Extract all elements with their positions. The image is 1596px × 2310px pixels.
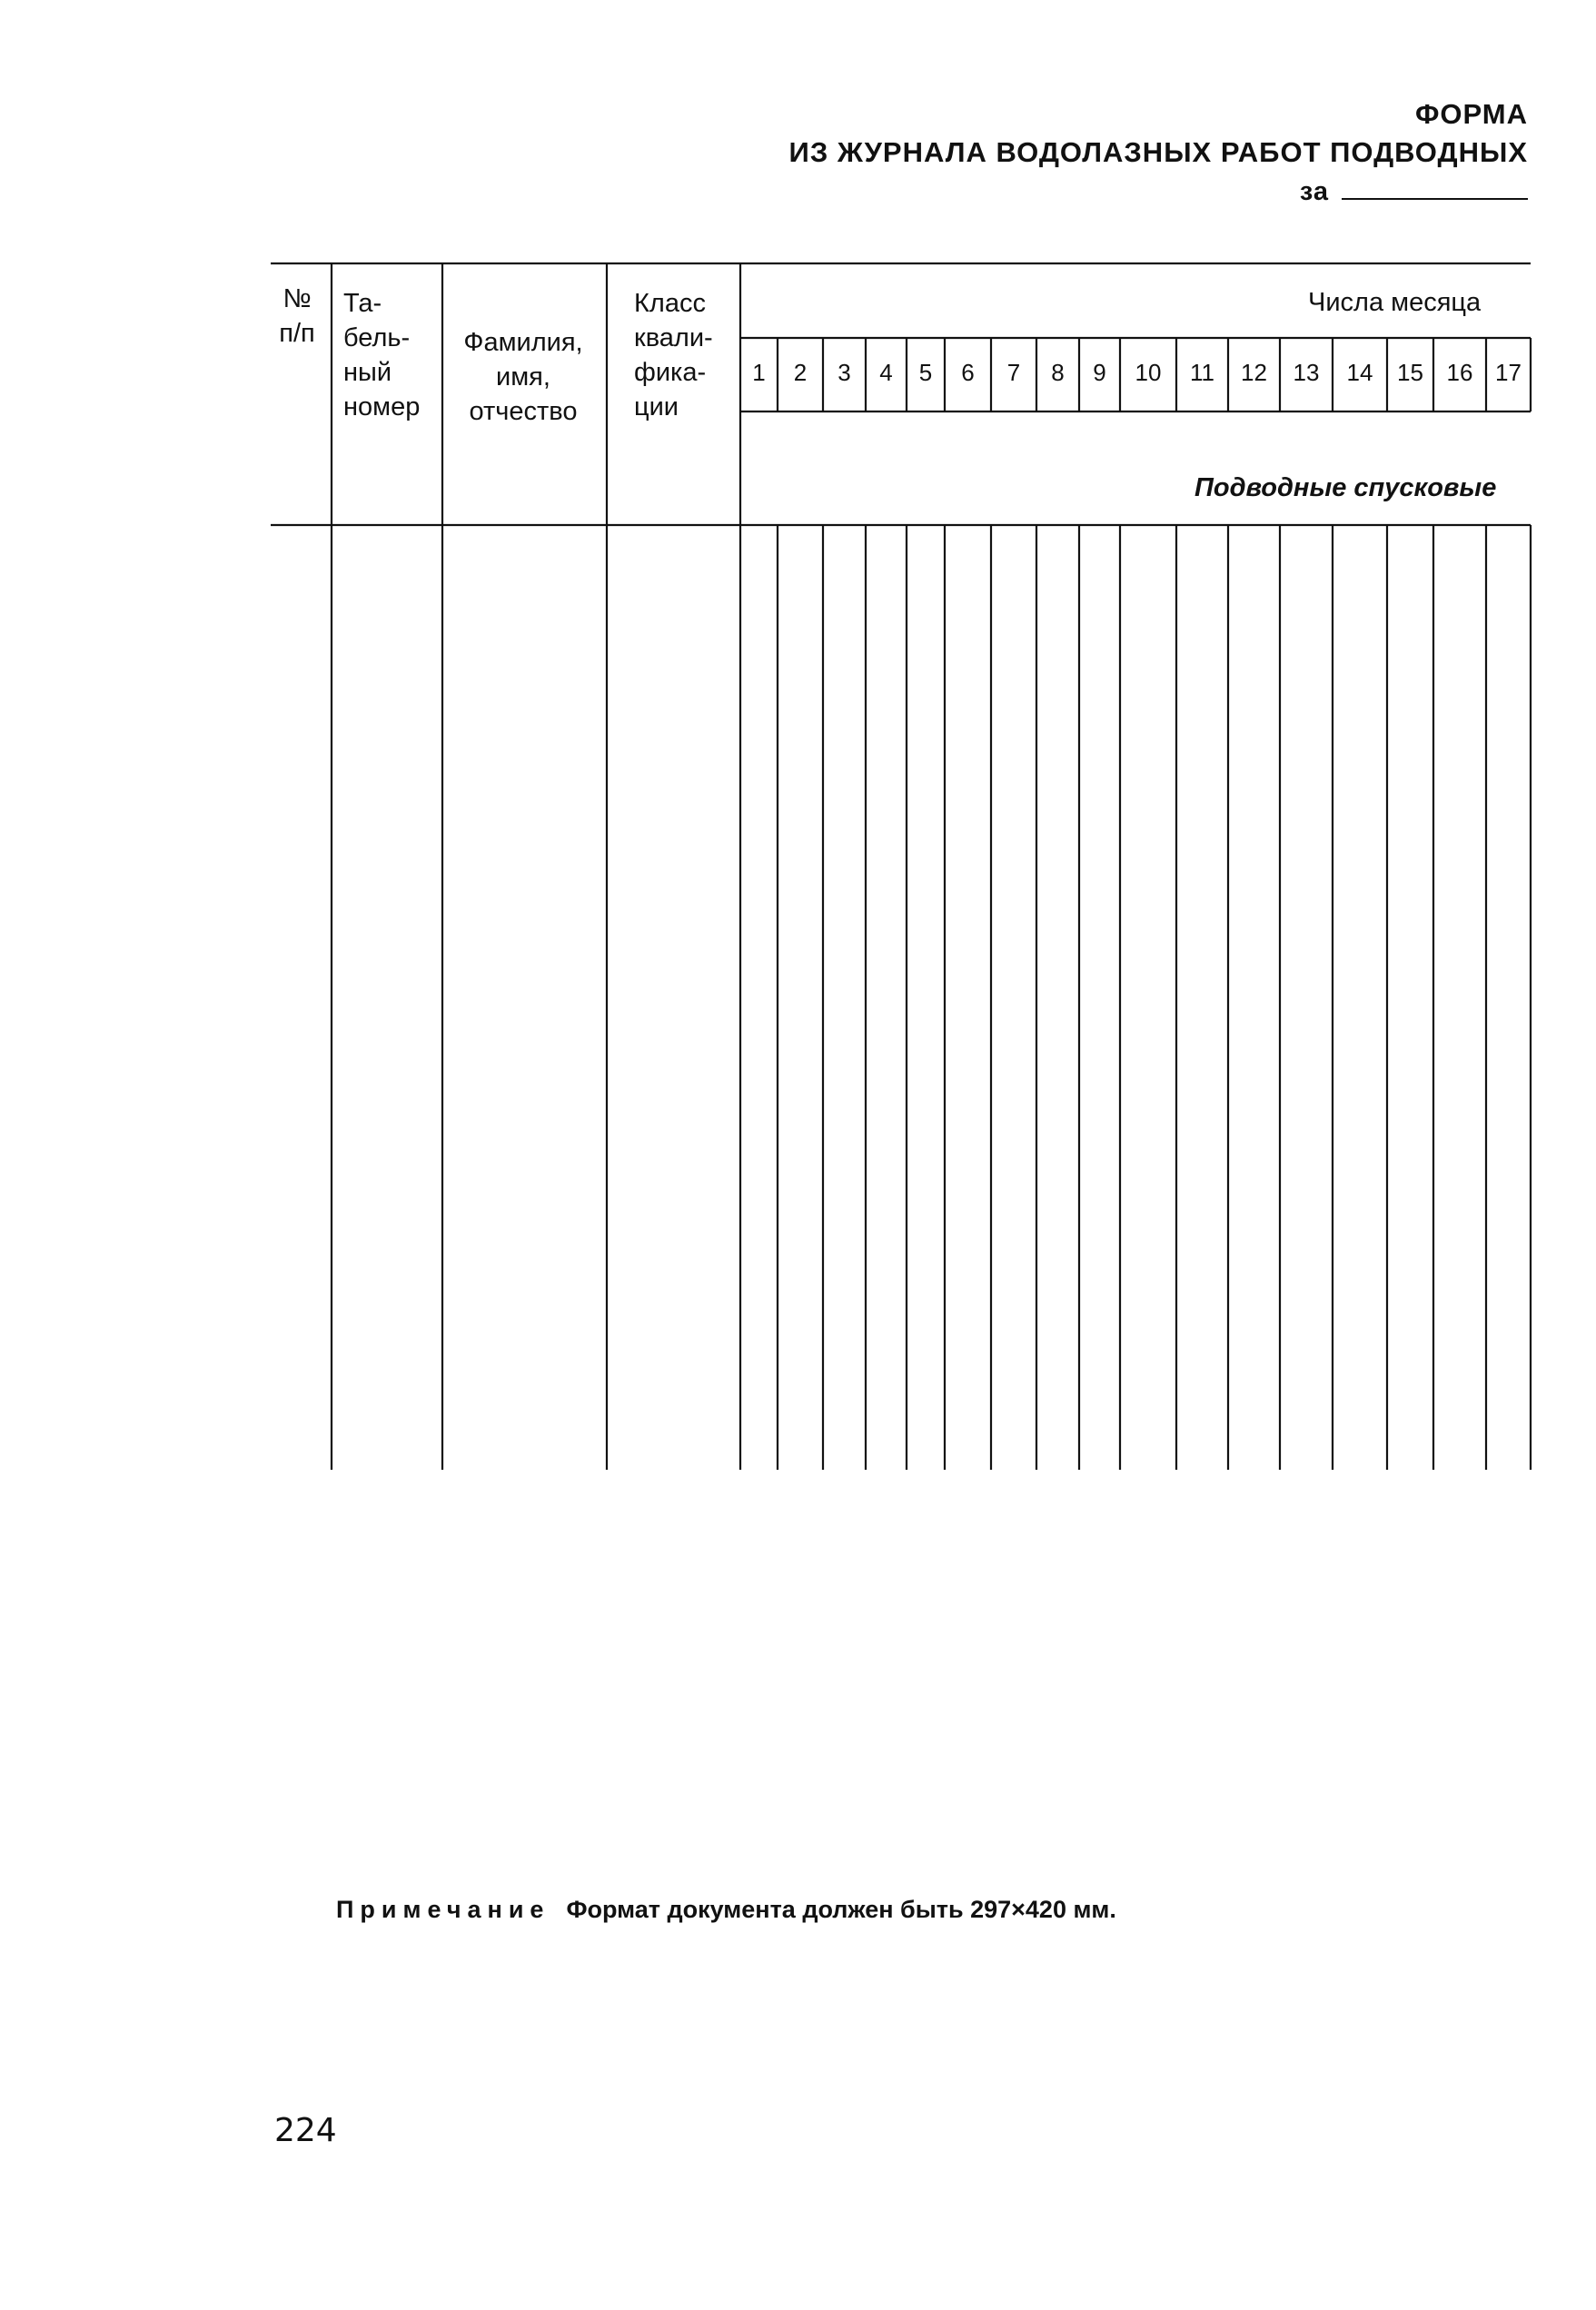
col-tab-header <box>334 286 451 424</box>
day-14: 14 <box>1346 359 1373 386</box>
col-fio-header <box>443 325 603 429</box>
day-13: 13 <box>1293 359 1320 386</box>
form-label: ФОРМА <box>1414 98 1528 130</box>
day-11: 11 <box>1190 359 1214 386</box>
col-tab-line3: ный <box>343 358 392 387</box>
col-class-line4: ции <box>634 392 679 421</box>
day-9: 9 <box>1093 359 1106 386</box>
col-class-line2: квали- <box>634 323 713 352</box>
note-text: Формат документа должен быть 297×420 мм. <box>566 1896 1116 1923</box>
col-number-line1: № <box>283 284 312 313</box>
col-fio-line1: Фамилия, <box>463 328 583 357</box>
day-12: 12 <box>1241 359 1267 386</box>
page-number: 224 <box>274 2112 337 2149</box>
col-fio-line3: отчество <box>469 397 578 426</box>
sub-header: Подводные спусковые <box>1195 473 1497 502</box>
day-16: 16 <box>1446 359 1473 386</box>
col-fio-line2: имя, <box>496 362 550 392</box>
day-10: 10 <box>1135 359 1162 386</box>
day-17: 17 <box>1495 359 1522 386</box>
col-class-line3: фика- <box>634 358 707 387</box>
col-number-line2: п/п <box>279 319 315 348</box>
day-3: 3 <box>838 359 851 386</box>
days-header: Числа месяца <box>1308 288 1482 317</box>
form-title: ИЗ ЖУРНАЛА ВОДОЛАЗНЫХ РАБОТ ПОДВОДНЫХ <box>788 136 1528 168</box>
col-tab-line2: бель- <box>343 323 411 352</box>
note-label: Примечание <box>336 1896 550 1923</box>
day-6: 6 <box>961 359 975 386</box>
day-8: 8 <box>1051 359 1065 386</box>
col-tab-line1: Та- <box>343 289 382 318</box>
day-15: 15 <box>1397 359 1423 386</box>
day-7: 7 <box>1006 359 1021 386</box>
period-prefix: за <box>1299 177 1329 206</box>
col-number-header <box>265 282 329 351</box>
day-4: 4 <box>879 359 893 386</box>
day-2: 2 <box>793 359 808 386</box>
day-5: 5 <box>918 359 933 386</box>
col-class-header <box>607 286 761 424</box>
col-tab-line4: номер <box>343 392 421 421</box>
day-1: 1 <box>752 359 766 386</box>
col-class-line1: Класс <box>634 289 706 318</box>
note <box>336 1896 1116 1924</box>
